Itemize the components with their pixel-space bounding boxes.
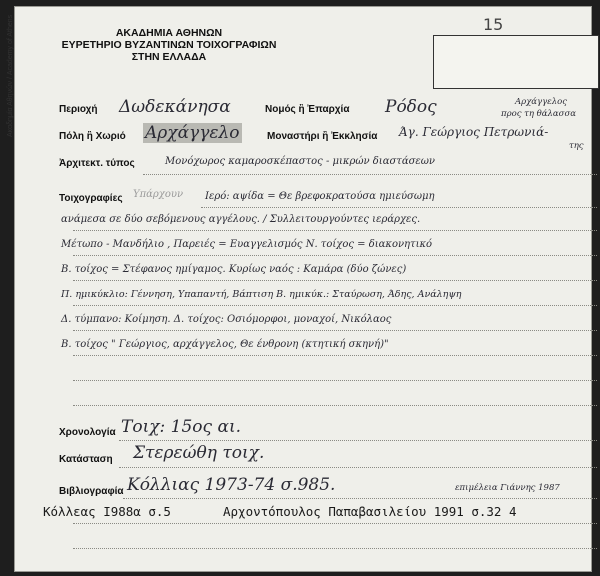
- institution-header: [59, 27, 279, 63]
- header-line-1: ΑΚΑΔΗΜΙΑ ΑΘΗΝΩΝ: [115, 27, 223, 39]
- photo-box: [433, 35, 599, 89]
- dating-value: Τοιχ: 15ος αι.: [121, 417, 242, 437]
- rule-line: [201, 207, 597, 208]
- murals-faint-value: Υπάρχουν: [133, 189, 184, 200]
- mural-line-3: Μέτωπο - Μανδήλιο , Παρειές = Ευαγγελισμός Ν. τοίχος = διακονητικό: [61, 239, 433, 250]
- archive-watermark: Ακαδημία Αθηνών / Academy of Athens: [7, 14, 14, 137]
- rule-line: [143, 174, 597, 175]
- header-line-2: ΕΥΡΕΤΗΡΙΟ ΒΥΖΑΝΤΙΝΩΝ ΤΟΙΧΟΓΡΑΦΙΩΝ: [61, 39, 277, 51]
- rule-line: [73, 230, 597, 231]
- mural-line-5: Π. ημικύκλιο: Γέννηση, Υπαπαντή, Βάπτιση Β. ημικύκ.: Σταύρωση, Άδης, Ανάληψη: [61, 289, 462, 300]
- city-label: Πόλη ἢ Χωριό: [59, 131, 126, 142]
- typed-reference-1: Κόλλεας Ι988α σ.5: [43, 504, 171, 519]
- mural-line-7: Β. τοίχος " Γεώργιος, αρχάγγελος, Θε ένθρονη (κτητική σκηνή)": [61, 339, 389, 350]
- region-label: Περιοχή: [59, 104, 98, 115]
- mural-line-2: ανάμεσα σε δύο σεβόμενους αγγέλους. / Συλλειτουργούντες ιεράρχες.: [61, 214, 421, 225]
- monastery-value-cont: της: [569, 141, 584, 151]
- rule-line: [73, 355, 597, 356]
- arch-type-value: Μονόχωρος καμαροσκέπαστος - μικρών διαστάσεων: [165, 156, 436, 167]
- mural-line-1: Ιερό: αψίδα = Θε βρεφοκρατούσα ημιεύσωμη: [205, 191, 435, 202]
- index-card: [7, 6, 592, 572]
- prefecture-note: Αρχάγγελος: [515, 97, 568, 107]
- prefecture-value: Ρόδος: [385, 97, 437, 117]
- card-number: 15: [483, 15, 504, 34]
- dating-label: Χρονολογία: [59, 427, 116, 438]
- region-value: Δωδεκάνησα: [119, 97, 231, 117]
- condition-value: Στερεώθη τοιχ.: [133, 443, 265, 463]
- city-value: Αρχάγγελο: [145, 123, 240, 143]
- mural-line-6: Δ. τύμπανο: Κοίμηση. Δ. τοίχος: Οσιόμορφοι, μοναχοί, Νικόλαος: [61, 314, 392, 325]
- rule-line: [119, 440, 597, 441]
- typed-reference-2: Αρχοντόπουλος Παπαβασιλείου 1991 σ.32 4: [223, 504, 517, 519]
- bibliography-label: Βιβλιογραφία: [59, 486, 124, 497]
- monastery-label: Μοναστήρι ἢ Ἐκκλησία: [267, 131, 378, 142]
- arch-type-label: Ἀρχιτεκτ. τύπος: [59, 158, 135, 169]
- rule-line: [73, 305, 597, 306]
- bibliography-value: Κόλλιας 1973-74 σ.985.: [127, 475, 336, 495]
- bibliography-note: επιμέλεια Γιάννης 1987: [455, 483, 560, 493]
- prefecture-label: Νομός ἢ Ἐπαρχία: [265, 104, 350, 115]
- rule-line: [123, 498, 597, 499]
- rule-line: [73, 380, 597, 381]
- rule-line: [73, 280, 597, 281]
- rule-line: [73, 255, 597, 256]
- prefecture-note-2: προς τη θάλασσα: [501, 109, 576, 119]
- header-line-3: ΣΤΗΝ ΕΛΛΑΔΑ: [131, 51, 207, 63]
- monastery-value: Άγ. Γεώργιος Πετρωνιά-: [399, 125, 549, 139]
- condition-label: Κατάσταση: [59, 454, 113, 465]
- rule-line: [73, 548, 597, 549]
- rule-line: [73, 405, 597, 406]
- murals-label: Τοιχογραφίες: [59, 193, 123, 204]
- rule-line: [73, 330, 597, 331]
- rule-line: [119, 467, 597, 468]
- rule-line: [73, 523, 597, 524]
- mural-line-4: Β. τοίχος = Στέφανος ημίγαμος. Κυρίως ναός : Καμάρα (δύο ζώνες): [61, 264, 407, 275]
